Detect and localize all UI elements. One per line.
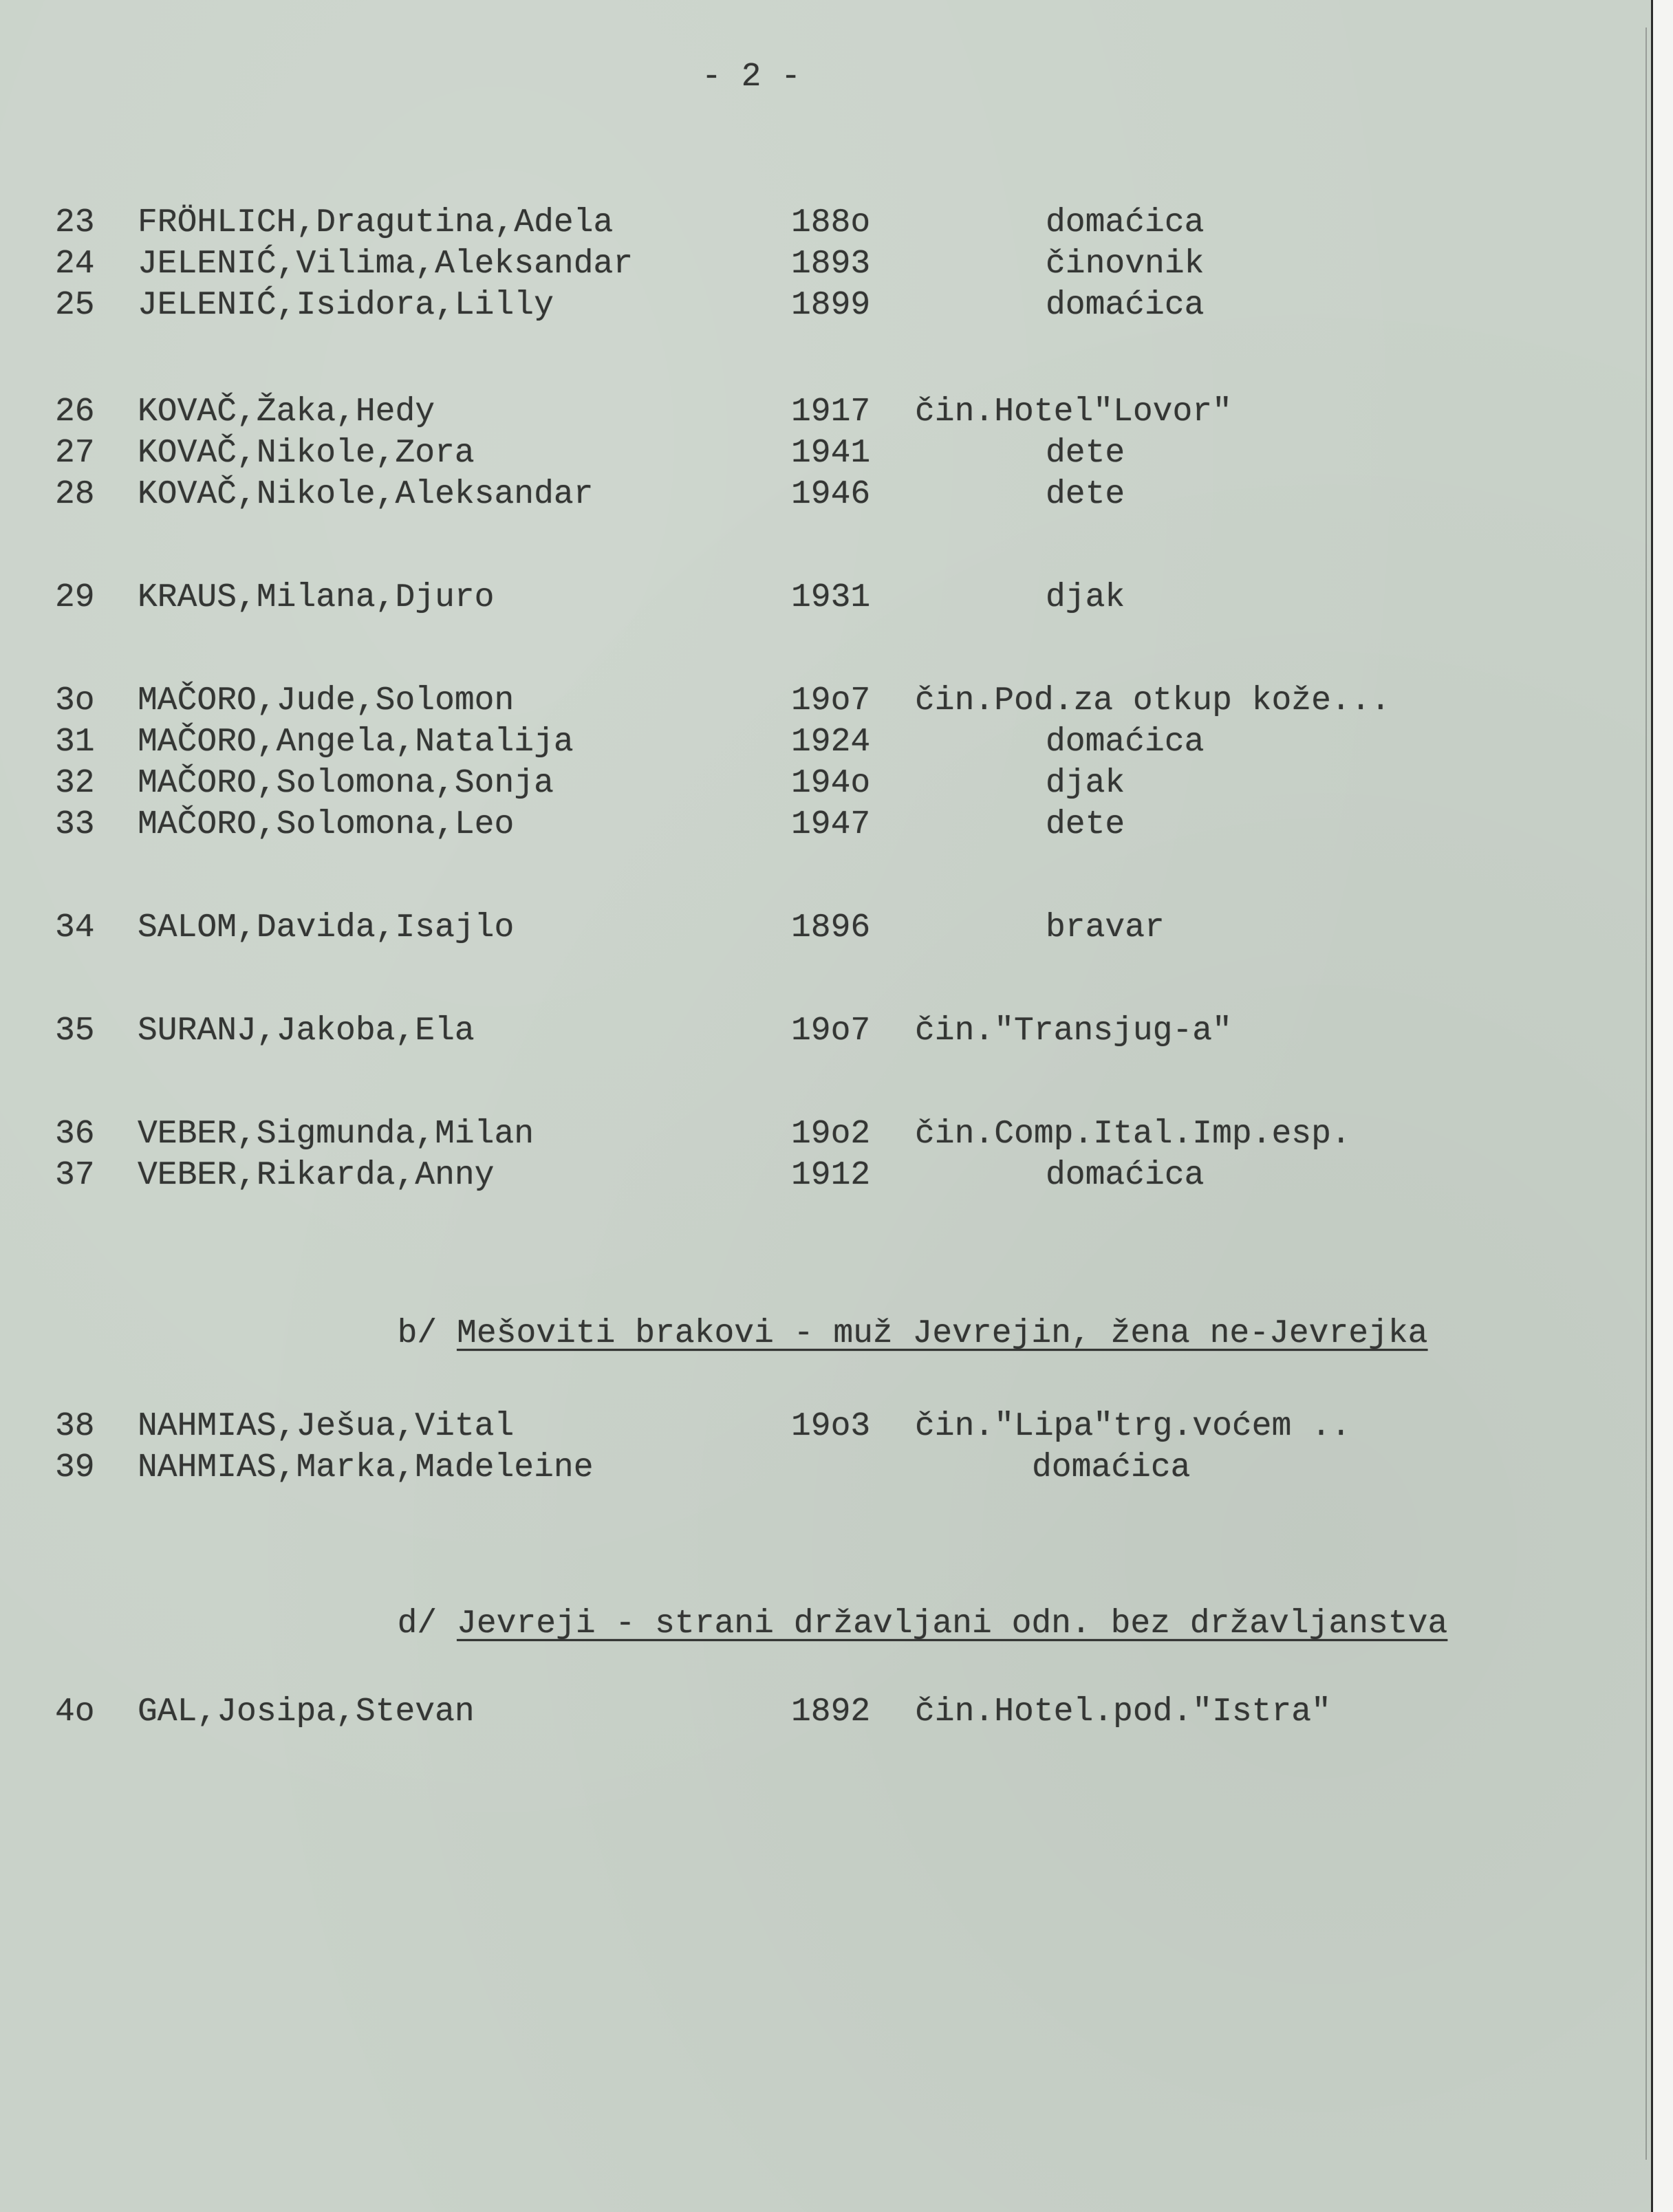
row-number: 36 bbox=[55, 1116, 95, 1153]
birth-year: 1946 bbox=[791, 476, 871, 513]
occupation: čin.Hotel"Lovor" bbox=[915, 393, 1232, 431]
birth-year: 1912 bbox=[791, 1157, 871, 1194]
occupation: dete bbox=[1046, 435, 1125, 472]
page-fold-line bbox=[1630, 28, 1647, 2160]
page-number: - 2 - bbox=[702, 58, 801, 96]
birth-year: 19o7 bbox=[791, 1012, 871, 1050]
person-name: NAHMIAS,Ješua,Vital bbox=[138, 1408, 515, 1445]
birth-year: 1924 bbox=[791, 724, 871, 761]
person-name: GAL,Josipa,Stevan bbox=[138, 1693, 475, 1731]
occupation: čin.Comp.Ital.Imp.esp. bbox=[915, 1116, 1351, 1153]
person-name: NAHMIAS,Marka,Madeleine bbox=[138, 1449, 594, 1486]
occupation: čin."Lipa"trg.voćem .. bbox=[915, 1408, 1351, 1445]
occupation: domaćica bbox=[1046, 204, 1205, 241]
birth-year: 1892 bbox=[791, 1693, 871, 1731]
birth-year: 1893 bbox=[791, 246, 871, 283]
birth-year: 19o2 bbox=[791, 1116, 871, 1153]
birth-year: 1941 bbox=[791, 435, 871, 472]
section-title: Mešoviti brakovi - muž Jevrejin, žena ne-Jevrejka bbox=[457, 1315, 1428, 1352]
person-name: MAČORO,Solomona,Sonja bbox=[138, 765, 554, 802]
birth-year: 19o3 bbox=[791, 1408, 871, 1445]
row-number: 31 bbox=[55, 724, 95, 761]
row-number: 37 bbox=[55, 1157, 95, 1194]
occupation: domaćica bbox=[1032, 1449, 1191, 1486]
section-heading-b bbox=[358, 1278, 1427, 1352]
row-number: 23 bbox=[55, 204, 95, 241]
occupation: domaćica bbox=[1046, 724, 1205, 761]
birth-year: 1931 bbox=[791, 579, 871, 616]
person-name: FRÖHLICH,Dragutina,Adela bbox=[138, 204, 614, 241]
birth-year: 1899 bbox=[791, 287, 871, 324]
section-prefix: b/ bbox=[397, 1315, 438, 1352]
person-name: KOVAČ,Nikole,Aleksandar bbox=[138, 476, 594, 513]
occupation: domaćica bbox=[1046, 287, 1205, 324]
person-name: JELENIĆ,Isidora,Lilly bbox=[138, 287, 554, 324]
birth-year: 19o7 bbox=[791, 682, 871, 719]
occupation: bravar bbox=[1046, 909, 1165, 946]
person-name: MAČORO,Solomona,Leo bbox=[138, 806, 515, 843]
person-name: MAČORO,Jude,Solomon bbox=[138, 682, 515, 719]
row-number: 34 bbox=[55, 909, 95, 946]
section-title: Jevreji - strani državljani odn. bez državljanstva bbox=[457, 1605, 1448, 1642]
birth-year: 1917 bbox=[791, 393, 871, 431]
row-number: 25 bbox=[55, 287, 95, 324]
person-name: VEBER,Sigmunda,Milan bbox=[138, 1116, 535, 1153]
birth-year: 1896 bbox=[791, 909, 871, 946]
person-name: KOVAČ,Nikole,Zora bbox=[138, 435, 475, 472]
row-number: 35 bbox=[55, 1012, 95, 1050]
row-number: 39 bbox=[55, 1449, 95, 1486]
row-number: 27 bbox=[55, 435, 95, 472]
row-number: 28 bbox=[55, 476, 95, 513]
person-name: KOVAČ,Žaka,Hedy bbox=[138, 393, 435, 431]
person-name: JELENIĆ,Vilima,Aleksandar bbox=[138, 246, 634, 283]
row-number: 4o bbox=[55, 1693, 95, 1731]
row-number: 3o bbox=[55, 682, 95, 719]
birth-year: 188o bbox=[791, 204, 871, 241]
occupation: činovnik bbox=[1046, 246, 1205, 283]
row-number: 29 bbox=[55, 579, 95, 616]
birth-year: 1947 bbox=[791, 806, 871, 843]
row-number: 32 bbox=[55, 765, 95, 802]
occupation: djak bbox=[1046, 579, 1125, 616]
occupation: dete bbox=[1046, 476, 1125, 513]
person-name: KRAUS,Milana,Djuro bbox=[138, 579, 495, 616]
row-number: 38 bbox=[55, 1408, 95, 1445]
birth-year: 194o bbox=[791, 765, 871, 802]
occupation: čin."Transjug-a" bbox=[915, 1012, 1232, 1050]
occupation: čin.Hotel.pod."Istra" bbox=[915, 1693, 1331, 1731]
row-number: 26 bbox=[55, 393, 95, 431]
person-name: VEBER,Rikarda,Anny bbox=[138, 1157, 495, 1194]
person-name: SURANJ,Jakoba,Ela bbox=[138, 1012, 475, 1050]
person-name: SALOM,Davida,Isajlo bbox=[138, 909, 515, 946]
row-number: 24 bbox=[55, 246, 95, 283]
occupation: čin.Pod.za otkup kože... bbox=[915, 682, 1391, 719]
row-number: 33 bbox=[55, 806, 95, 843]
occupation: dete bbox=[1046, 806, 1125, 843]
person-name: MAČORO,Angela,Natalija bbox=[138, 724, 574, 761]
section-heading-d bbox=[358, 1568, 1447, 1642]
occupation: djak bbox=[1046, 765, 1125, 802]
section-prefix: d/ bbox=[397, 1605, 438, 1642]
occupation: domaćica bbox=[1046, 1157, 1205, 1194]
page-edge bbox=[1651, 0, 1673, 2212]
